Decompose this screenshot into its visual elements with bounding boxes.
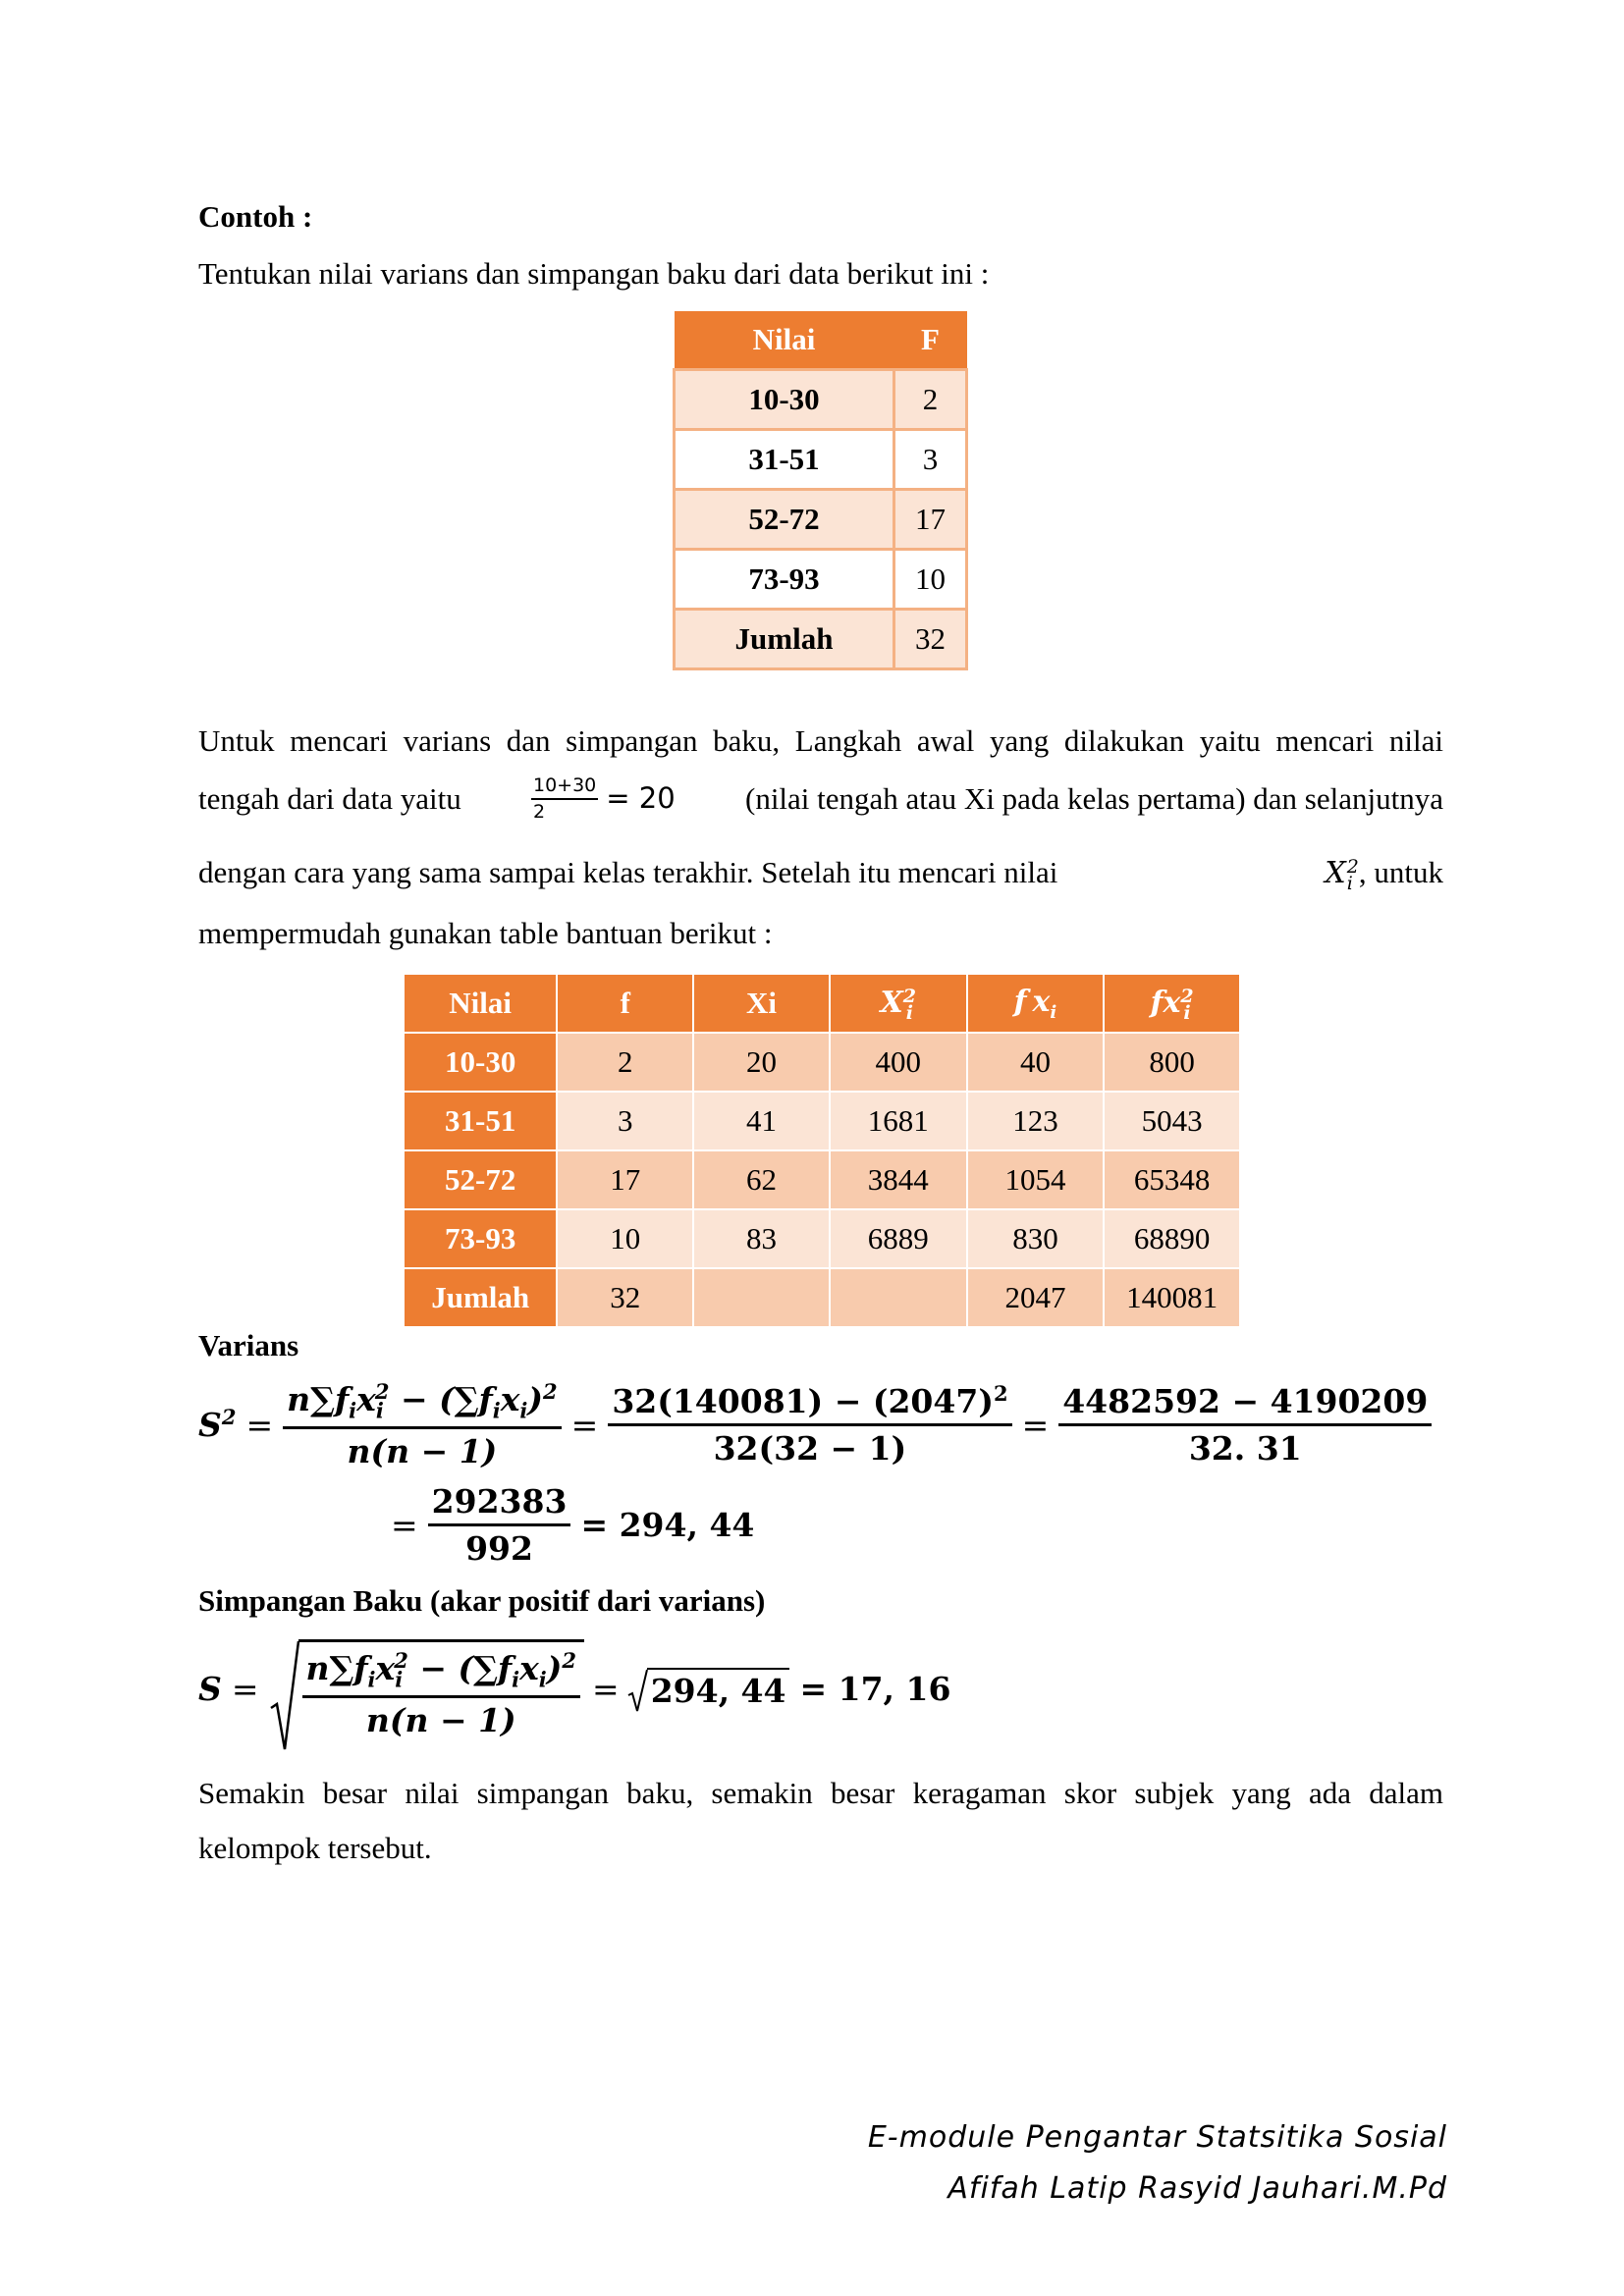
explanation-text: dengan cara yang sama sampai kelas terakhir. Setelah itu mencari nilai [198, 855, 1058, 889]
cell-f: 10 [557, 1209, 693, 1268]
class-interval: 31-51 [404, 1092, 557, 1150]
table-total-row [675, 610, 967, 669]
num-part: ) [546, 1649, 563, 1687]
num-part: n∑f [305, 1649, 368, 1687]
varians-value: = 294, 44 [580, 1506, 755, 1544]
explanation-text: , untuk [1358, 855, 1443, 889]
computed-fraction [1058, 1382, 1432, 1468]
fraction-numerator: 10+30 [533, 774, 597, 796]
math-x: x [1163, 986, 1181, 1020]
table-row [675, 370, 967, 430]
num-part: x [500, 1380, 520, 1418]
math-x: x [1032, 984, 1051, 1019]
footer-author: Afifah Latip Rasyid Jauhari.M.Pd [947, 2171, 1447, 2206]
varians-lhs [198, 1405, 236, 1444]
header-fxi-squared [1104, 974, 1240, 1033]
header-f: F [894, 311, 967, 370]
table-total-row [404, 1268, 1240, 1327]
xi-squared-symbol [1325, 854, 1443, 892]
table-header-row [404, 974, 1240, 1033]
closing-line-1: Semakin besar nilai simpangan baku, semakin besar keragaman skor subjek yang ada dalam [198, 1776, 1443, 1810]
math-sup: 2 [1180, 985, 1194, 1007]
cell-xi-squared: 6889 [830, 1209, 967, 1268]
frequency-cell: 17 [894, 490, 967, 550]
explanation-line-4: mempermudah gunakan table bantuan berikut : [198, 916, 773, 950]
sqrt-fraction [302, 1648, 581, 1739]
total-xi-squared [830, 1268, 967, 1327]
simpangan-value: = 17, 16 [799, 1670, 951, 1709]
total-fxi: 2047 [967, 1268, 1105, 1327]
symbol-s: S [198, 1406, 222, 1445]
footer-module-title: E-module Pengantar Statsitika Sosial [867, 2120, 1447, 2155]
num-part: ) [527, 1380, 544, 1418]
formula-numerator: $n\sum f_ix_i^2 - (\sum f_ix_i)^2$ [287, 1379, 558, 1423]
cell-xi-squared: 400 [830, 1033, 967, 1092]
symbol-x: X [1325, 856, 1346, 890]
cell-xi: 83 [693, 1209, 830, 1268]
num-part: 32(140081) − (2047) [612, 1382, 994, 1421]
closing-line-2: kelompok tersebut. [198, 1831, 432, 1865]
helper-table [403, 973, 1241, 1328]
substituted-fraction [608, 1381, 1011, 1468]
cell-f: 2 [557, 1033, 693, 1092]
num-sup: 2 [993, 1381, 1008, 1407]
cell-xi-squared: 1681 [830, 1092, 967, 1150]
cell-fxi: 40 [967, 1033, 1105, 1092]
formula-numerator: $n\sum f_ix_i^2 - (\sum f_ix_i)^2$ [305, 1648, 577, 1692]
cell-xi: 41 [693, 1092, 830, 1150]
table-row [404, 1150, 1240, 1209]
sqrt-small-icon [627, 1668, 649, 1713]
cell-xi: 62 [693, 1150, 830, 1209]
midpoint-formula [531, 775, 676, 823]
fraction-denominator: 2 [531, 798, 598, 823]
math-f: f [1013, 984, 1027, 1019]
total-frequency: 32 [894, 610, 967, 669]
varians-formula: $S^2$ = $\frac{n\sum f_ix_i^2 - (\sum f_ix_i)^2}{n(n - 1)}$ = $\frac{32(140081) - (2047)^2}{32(32 - 1)}$ = $\frac{4482592 - 4190209}{32. 31}$ [198, 1379, 1432, 1470]
frequency-table [673, 311, 968, 670]
cell-fxi-squared: 800 [1104, 1033, 1240, 1092]
table-row [404, 1033, 1240, 1092]
simpangan-formula: S = $\frac{n\sum f_ix_i^2 - (\sum f_ix_i)^2}{n(n - 1)}$ = 294, 44 = 17, 16 [198, 1639, 950, 1739]
math-sup: 2 [902, 985, 916, 1007]
explanation-text: tengah dari data yaitu [198, 781, 461, 817]
total-xi [693, 1268, 830, 1327]
formula-denominator: 32(32 − 1) [608, 1423, 1011, 1468]
header-nilai: Nilai [675, 311, 894, 370]
cell-fxi-squared: 65348 [1104, 1150, 1240, 1209]
result-fraction [428, 1482, 571, 1568]
sqrt-formula [269, 1639, 585, 1739]
num-part: n∑f [287, 1380, 350, 1418]
explanation-line-2 [198, 775, 1443, 823]
formula-numerator: 4482592 − 4190209 [1062, 1381, 1429, 1420]
midpoint-fraction [531, 775, 598, 823]
example-heading: Contoh : [198, 199, 313, 234]
header-fxi [967, 974, 1105, 1033]
table-header-row [675, 311, 967, 370]
total-label: Jumlah [675, 610, 894, 669]
symbol-sup: 2 [1346, 855, 1359, 878]
frequency-cell: 3 [894, 430, 967, 490]
cell-fxi: 830 [967, 1209, 1105, 1268]
simpangan-lhs: S [198, 1670, 222, 1709]
math-sub: i [905, 1001, 913, 1024]
math-x: X [880, 986, 903, 1020]
class-interval: 73-93 [675, 550, 894, 610]
symbol-sup: 2 [221, 1405, 237, 1430]
cell-f: 3 [557, 1092, 693, 1150]
explanation-text: (nilai tengah atau Xi pada kelas pertama) dan selanjutnya [745, 781, 1443, 817]
class-interval: 52-72 [404, 1150, 557, 1209]
math-sub: i [1183, 1001, 1191, 1024]
total-fxi-squared: 140081 [1104, 1268, 1240, 1327]
table-row [404, 1092, 1240, 1150]
formula-denominator: n(n − 1) [302, 1695, 581, 1739]
cell-fxi-squared: 5043 [1104, 1092, 1240, 1150]
cell-fxi-squared: 68890 [1104, 1209, 1240, 1268]
num-part: − (∑f [407, 1649, 513, 1687]
num-part: x [356, 1380, 376, 1418]
total-label: Jumlah [404, 1268, 557, 1327]
frequency-cell: 10 [894, 550, 967, 610]
formula-numerator [608, 1381, 1011, 1423]
class-interval: 10-30 [675, 370, 894, 430]
sqrt-icon [269, 1639, 300, 1752]
num-part: x [375, 1649, 396, 1687]
formula-denominator: 992 [428, 1523, 571, 1568]
table-row [675, 430, 967, 490]
total-f: 32 [557, 1268, 693, 1327]
frequency-cell: 2 [894, 370, 967, 430]
header-xi-squared [830, 974, 967, 1033]
formula-denominator: 32. 31 [1058, 1423, 1432, 1468]
class-interval: 10-30 [404, 1033, 557, 1092]
class-interval: 73-93 [404, 1209, 557, 1268]
cell-xi-squared: 3844 [830, 1150, 967, 1209]
num-part: x [519, 1649, 539, 1687]
intro-text: Tentukan nilai varians dan simpangan baku dari data berikut ini : [198, 256, 990, 291]
sqrt-value [627, 1668, 790, 1710]
cell-xi: 20 [693, 1033, 830, 1092]
formula-numerator: 292383 [431, 1482, 568, 1521]
varians-title: Varians [198, 1328, 299, 1362]
header-nilai: Nilai [404, 974, 557, 1033]
class-interval: 31-51 [675, 430, 894, 490]
math-f: f [1150, 986, 1164, 1020]
sqrt-radicand: 294, 44 [647, 1668, 790, 1710]
header-xi: Xi [693, 974, 830, 1033]
formula-denominator: n(n − 1) [283, 1426, 562, 1470]
varians-result: = $\frac{292383}{992}$ = 294, 44 [391, 1482, 755, 1568]
general-formula-fraction [283, 1379, 562, 1470]
math-sub: i [1050, 1002, 1057, 1024]
simpangan-title: Simpangan Baku (akar positif dari varians) [198, 1583, 766, 1618]
table-row [404, 1209, 1240, 1268]
symbol-sub: i [1346, 872, 1353, 894]
cell-fxi: 123 [967, 1092, 1105, 1150]
cell-f: 17 [557, 1150, 693, 1209]
class-interval: 52-72 [675, 490, 894, 550]
explanation-line-3 [198, 854, 1443, 892]
cell-fxi: 1054 [967, 1150, 1105, 1209]
explanation-line-1: Untuk mencari varians dan simpangan baku, Langkah awal yang dilakukan yaitu mencari nilai [198, 723, 1443, 758]
table-row [675, 550, 967, 610]
num-part: − (∑f [389, 1380, 493, 1418]
midpoint-result: = 20 [606, 781, 676, 816]
table-row [675, 490, 967, 550]
header-f: f [557, 974, 693, 1033]
